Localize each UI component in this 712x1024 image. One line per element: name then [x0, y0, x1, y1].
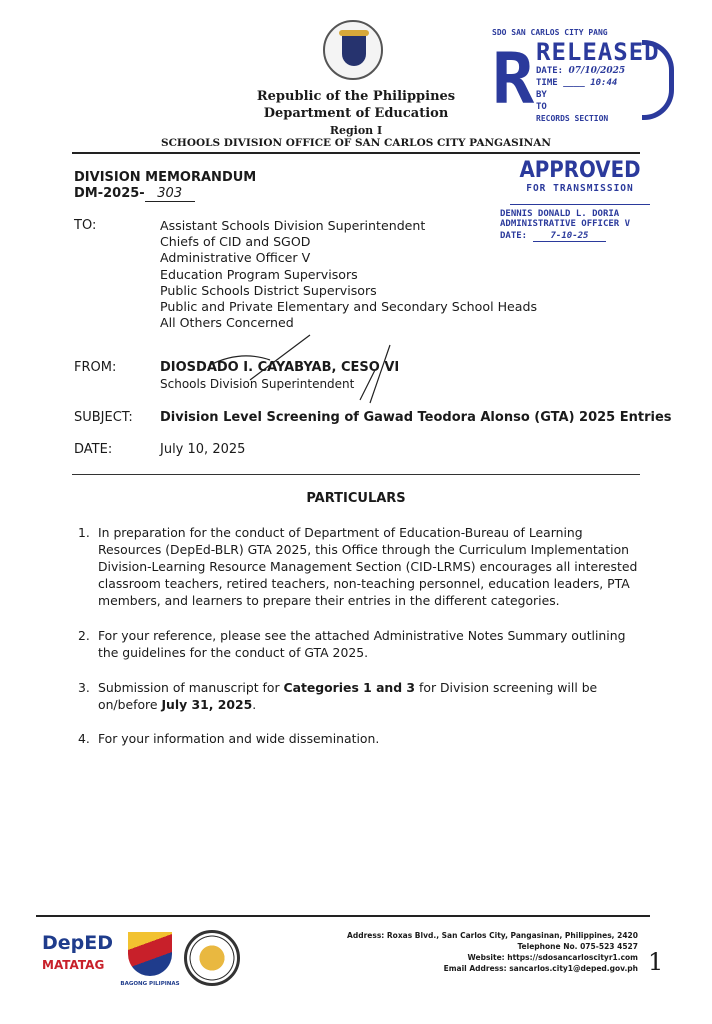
- particular-item-3: 3. Submission of manuscript for Categories 1 and 3 for Division screening will be on/before July 31, 2025.: [78, 680, 598, 712]
- recipient: Administrative Officer V: [160, 250, 311, 266]
- recipient: Assistant Schools Division Superintendent: [160, 218, 426, 233]
- subject: Division Level Screening of Gawad Teodora Alonso (GTA) 2025 Entries: [160, 410, 672, 425]
- to-label: TO:: [74, 218, 97, 233]
- recipient: Chiefs of CID and SGOD: [160, 234, 311, 250]
- signature: [190, 325, 420, 405]
- header-republic: Republic of the Philippines: [256, 89, 456, 104]
- page-number: 1: [648, 948, 664, 976]
- recipient: Public and Private Elementary and Secondary School Heads: [160, 299, 538, 315]
- footer-contact: Address: Roxas Blvd., San Carlos City, Pangasinan, Philippines, 2420 Telephone No. 075-523 4527 Website: https://sdosancarloscityr1.com Email Address: sancarlos.city1@deped.gov.ph: [347, 931, 638, 973]
- memo-type: DIVISION MEMORANDUM: [74, 170, 257, 185]
- released-stamp: SDO SAN CARLOS CITY PANG R RELEASED DATE: 07/10/2025 TIME ____ 10:44 BY TO RECORDS SECTION: [492, 28, 682, 128]
- particulars-title: PARTICULARS: [306, 491, 406, 506]
- released-stamp-top: SDO SAN CARLOS CITY PANG: [492, 28, 608, 37]
- particular-item-4: 4. For your information and wide dissemination.: [78, 731, 380, 746]
- recipient: Education Program Supervisors: [160, 266, 358, 282]
- approved-stamp: APPROVED FOR TRANSMISSION DENNIS DONALD L. DORIA ADMINISTRATIVE OFFICER V DATE: 7-10-25: [500, 158, 660, 241]
- particular-item-2: 2. For your reference, please see the attached Administrative Notes Summary outlining the guidelines for the conduct of GTA 2025.: [78, 628, 626, 660]
- memo-date: July 10, 2025: [160, 442, 246, 457]
- divider: [72, 474, 640, 475]
- released-title: RELEASED: [536, 38, 660, 66]
- deped-seal: [323, 20, 383, 80]
- from-label: FROM:: [74, 360, 117, 375]
- sdo-seal-logo: [184, 930, 240, 986]
- subject-label: SUBJECT:: [74, 410, 133, 425]
- header-office: SCHOOLS DIVISION OFFICE OF SAN CARLOS CITY PANGASINAN: [160, 137, 552, 149]
- from-title: Schools Division Superintendent: [160, 377, 355, 391]
- particular-item-1: 1. In preparation for the conduct of Department of Education-Bureau of Learning Resources (DepEd-BLR) GTA 2025, this Office through the Curriculum Implementation Division-Learning Resource Management Section (CID-LRMS) encourages all interested classroom teachers, retired teachers, non-teaching personnel, education leaders, PTA members, and learners to prepare their entries in the different categories.: [78, 525, 638, 608]
- bagong-pilipinas-logo: BAGONG PILIPINAS: [120, 932, 180, 992]
- recipient: Public Schools District Supervisors: [160, 282, 377, 298]
- date-label: DATE:: [74, 442, 113, 457]
- footer-divider: [36, 915, 650, 917]
- header-department: Department of Education: [263, 106, 449, 121]
- deped-matatag-logo: DepED MATATAG: [42, 932, 114, 972]
- header-region: Region I: [329, 124, 383, 137]
- to-list: [160, 218, 537, 331]
- memo-number: DM-2025- 303: [74, 186, 195, 202]
- header-divider: [72, 152, 640, 154]
- recipient: All Others Concerned: [160, 315, 294, 331]
- from-name: DIOSDADO I. CAYABYAB, CESO VI: [160, 360, 400, 375]
